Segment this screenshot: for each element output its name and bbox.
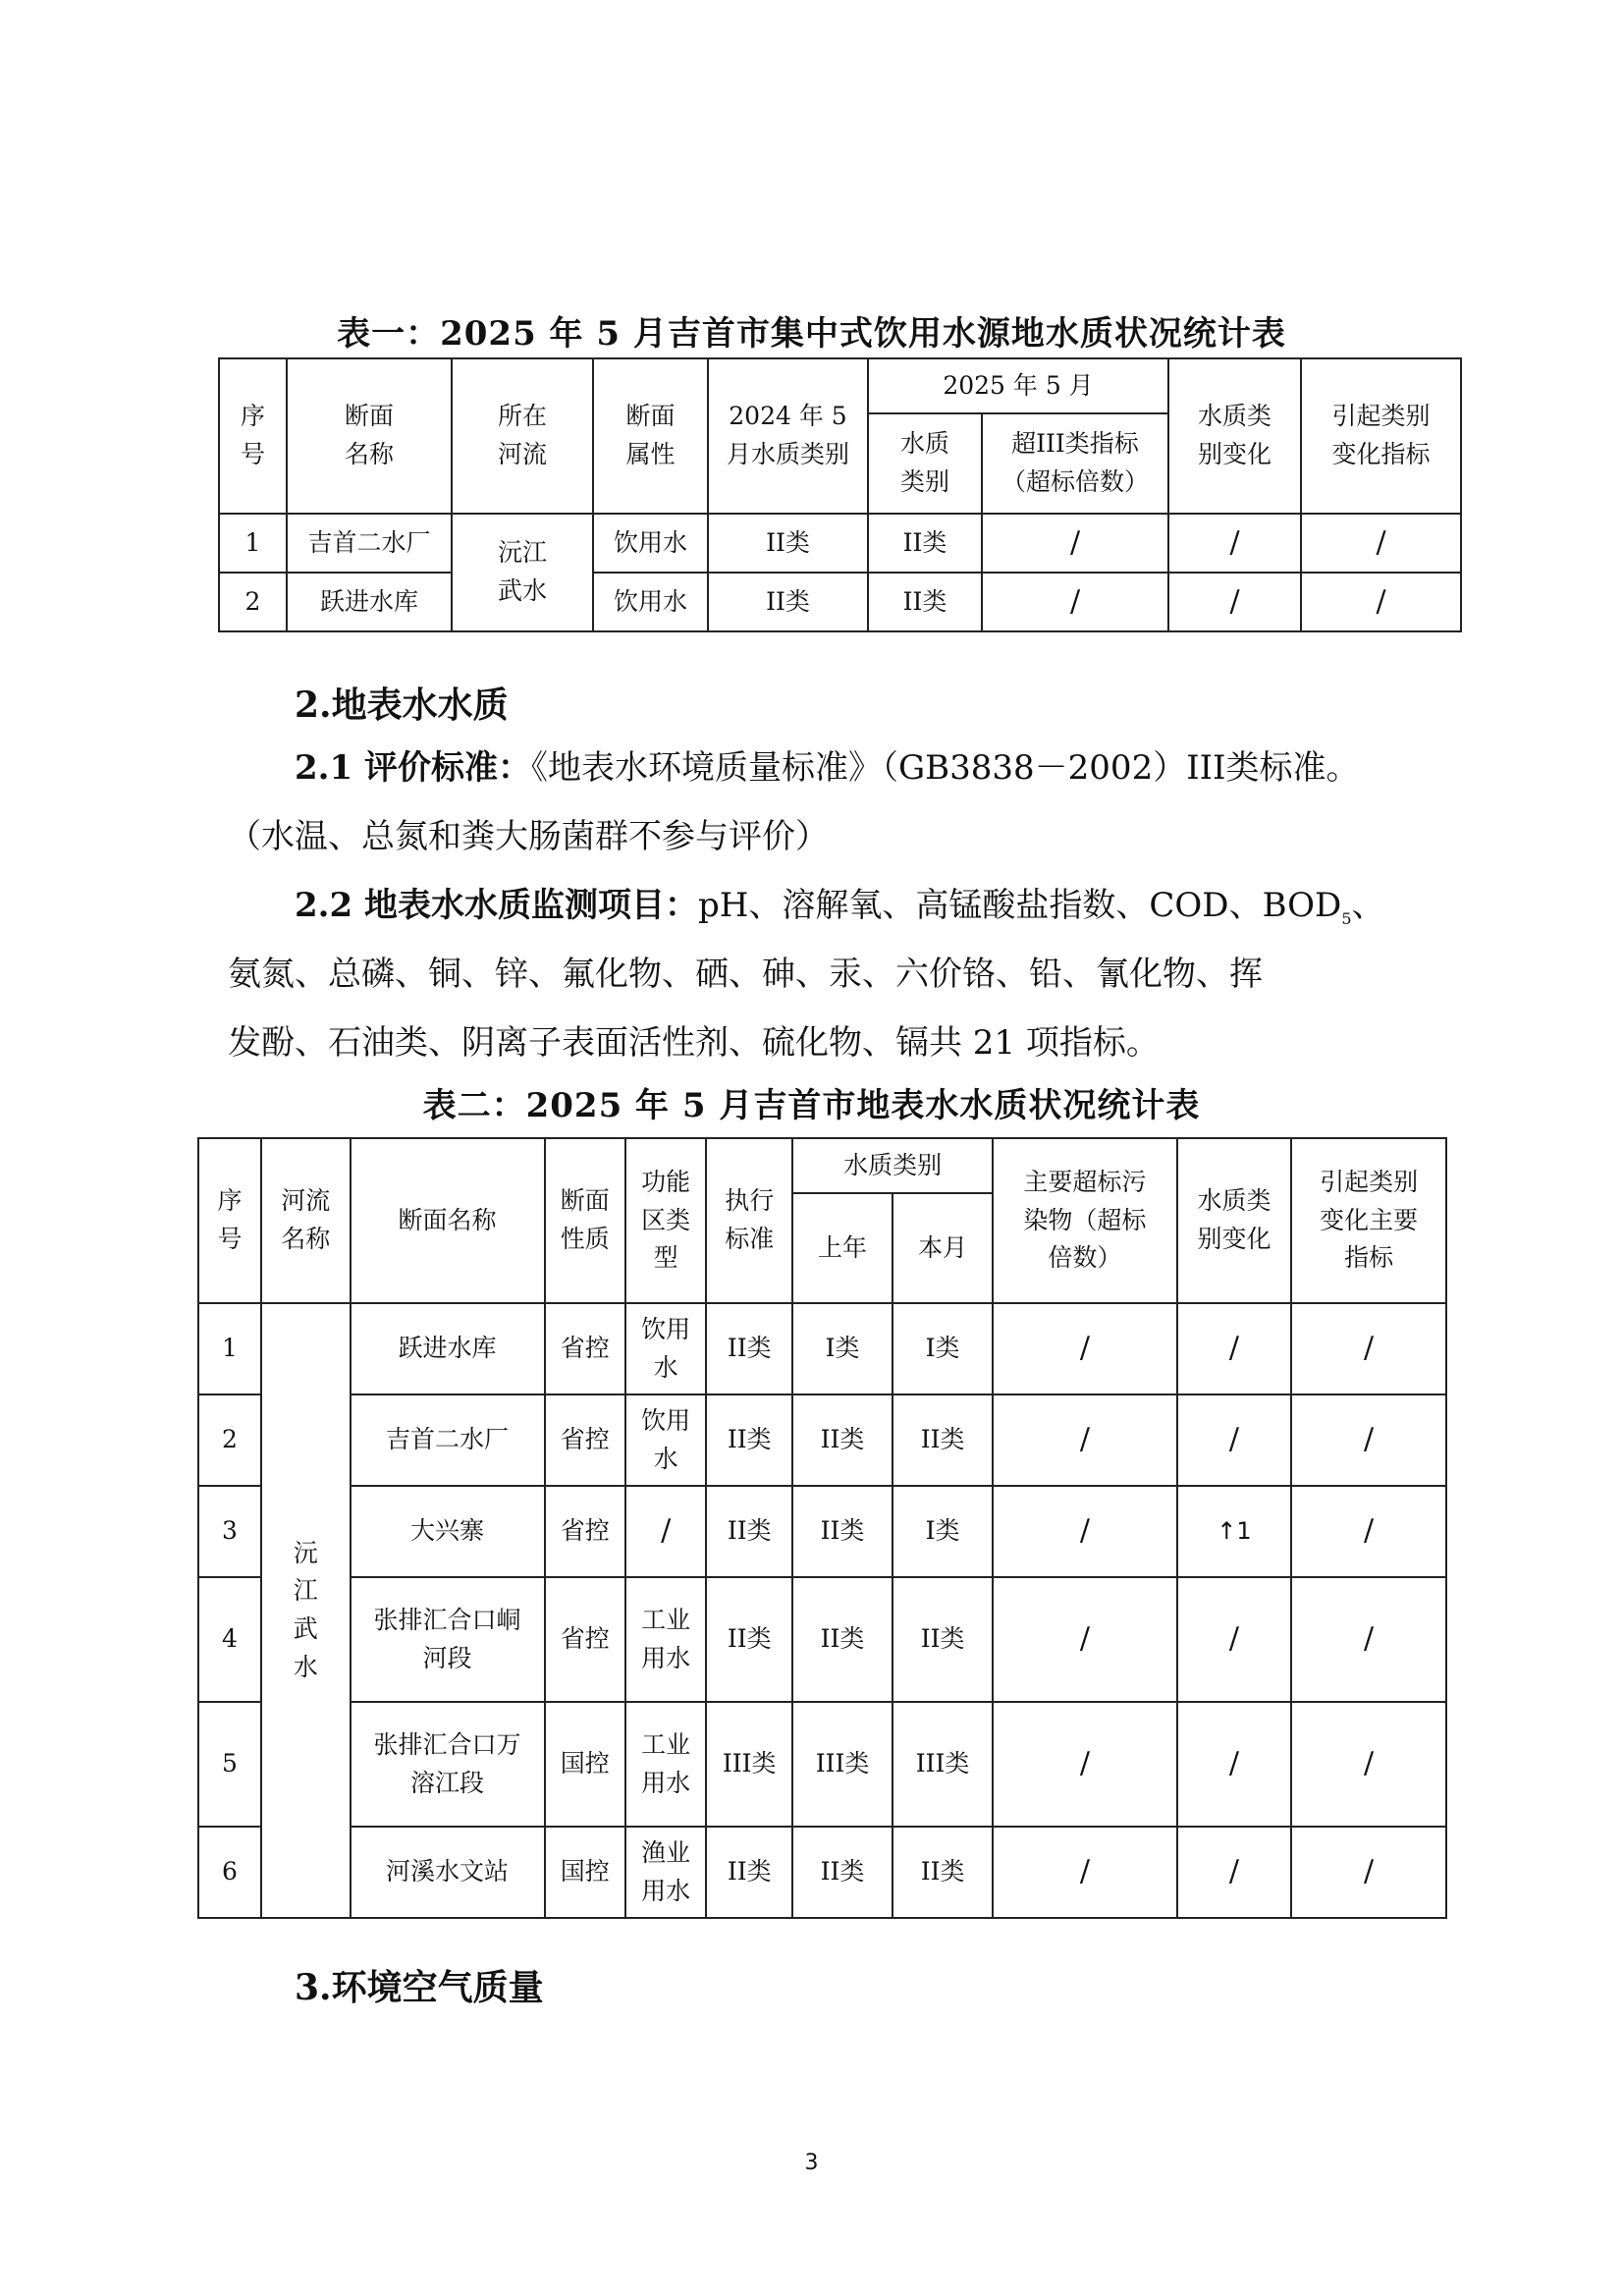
t2-name: 河溪水文站 [351,1827,545,1918]
page-number: 3 [804,2151,819,2175]
t2-seq: 5 [198,1702,261,1827]
t1-prev: II类 [708,514,868,573]
t2-cause: / [1291,1702,1446,1827]
t2-change: ↑1 [1177,1486,1291,1577]
t2-seq: 6 [198,1827,261,1918]
t2-last: II类 [792,1577,893,1702]
t2-cause: / [1291,1394,1446,1486]
t2-change: / [1177,1394,1291,1486]
t1-name: 跃进水库 [287,573,452,631]
t2-nature: 国控 [545,1702,625,1827]
table-row [198,1486,1446,1577]
t1-prev: II类 [708,573,868,631]
t1-cause: / [1301,514,1461,573]
t2-header-cls-group: 水质类别 [792,1138,993,1193]
t2-func: 工业用水 [625,1577,706,1702]
t2-header-cause: 引起类别变化主要指标 [1291,1138,1446,1303]
t2-pollut: / [993,1702,1177,1827]
t1-name: 吉首二水厂 [287,514,452,573]
para-2-2-line2: 氨氮、总磷、铜、锌、氟化物、硒、砷、汞、六价铬、铅、氰化物、挥 [228,955,1263,994]
t2-this: II类 [893,1394,993,1486]
table-row [198,1303,1446,1394]
t1-over: / [982,514,1168,573]
t2-name: 吉首二水厂 [351,1394,545,1486]
t2-header-nature: 断面性质 [545,1138,625,1303]
t2-this: II类 [893,1827,993,1918]
t2-name: 张排汇合口万溶江段 [351,1702,545,1827]
para-2-2-line1: pH、溶解氧、高锰酸盐指数、COD、BOD [698,886,1342,925]
t2-header-std: 执行标准 [706,1138,792,1303]
t2-last: II类 [792,1394,893,1486]
t1-river-merged: 沅江武水 [452,514,593,631]
para-2-1-text: 《地表水环境质量标准》（GB3838－2002）III类标准。 [531,748,1360,788]
table2 [197,1137,1447,1919]
t1-header-cause: 引起类别变化指标 [1301,358,1461,514]
t2-header-last: 上年 [792,1193,893,1303]
t1-header-name: 断面名称 [287,358,452,514]
t2-cause: / [1291,1486,1446,1577]
t2-std: II类 [706,1303,792,1394]
para-2-1 [295,744,1360,792]
para-2-1-note: （水温、总氮和粪大肠菌群不参与评价） [228,817,829,856]
t2-pollut: / [993,1827,1177,1918]
t2-change: / [1177,1702,1291,1827]
t2-header-name: 断面名称 [351,1138,545,1303]
t2-nature: 省控 [545,1303,625,1394]
t1-header-prev: 2024 年 5 月水质类别 [708,358,868,514]
t2-cause: / [1291,1577,1446,1702]
t2-name: 大兴寨 [351,1486,545,1577]
t2-cause: / [1291,1303,1446,1394]
t2-this: III类 [893,1702,993,1827]
t2-std: II类 [706,1577,792,1702]
t2-std: II类 [706,1486,792,1577]
t2-change: / [1177,1303,1291,1394]
t2-name: 跃进水库 [351,1303,545,1394]
t2-last: III类 [792,1702,893,1827]
t2-header-func: 功能区类型 [625,1138,706,1303]
para-2-2-label: 2.2 地表水水质监测项目： [295,886,698,925]
t1-header-cur-group: 2025 年 5 月 [868,358,1168,413]
t2-this: II类 [893,1577,993,1702]
table-row [198,1702,1446,1827]
table1 [218,357,1462,632]
table-row [198,1577,1446,1702]
t2-std: II类 [706,1827,792,1918]
t2-pollut: / [993,1303,1177,1394]
t2-header-change: 水质类别变化 [1177,1138,1291,1303]
t1-header-change: 水质类别变化 [1168,358,1301,514]
t1-seq: 2 [219,573,287,631]
t2-seq: 2 [198,1394,261,1486]
t1-attr: 饮用水 [593,573,708,631]
t1-header-seq: 序号 [219,358,287,514]
t2-pollut: / [993,1577,1177,1702]
t2-change: / [1177,1827,1291,1918]
t2-pollut: / [993,1486,1177,1577]
t1-cause: / [1301,573,1461,631]
t2-header-seq: 序号 [198,1138,261,1303]
t2-change: / [1177,1577,1291,1702]
t2-func: / [625,1486,706,1577]
t2-this: I类 [893,1486,993,1577]
t1-change: / [1168,514,1301,573]
t2-nature: 国控 [545,1827,625,1918]
para-2-2-sub: 5 [1341,908,1352,928]
t2-last: II类 [792,1827,893,1918]
t2-this: I类 [893,1303,993,1394]
t1-attr: 饮用水 [593,514,708,573]
section2-heading: 2.地表水水质 [295,684,509,726]
section3-heading: 3.环境空气质量 [295,1967,544,2008]
t2-river-merged: 沅江武水 [261,1303,351,1918]
t1-header-river: 所在河流 [452,358,593,514]
t1-header-over: 超III类指标（超标倍数） [982,413,1168,514]
t1-cur: II类 [868,573,982,631]
t2-seq: 3 [198,1486,261,1577]
table-row [198,1394,1446,1486]
t2-std: II类 [706,1394,792,1486]
t1-change: / [1168,573,1301,631]
table1-title: 表一：2025 年 5 月吉首市集中式饮用水源地水质状况统计表 [337,314,1286,354]
para-2-2 [295,882,1385,943]
para-2-1-label: 2.1 评价标准： [295,748,531,788]
t1-seq: 1 [219,514,287,573]
t2-func: 工业用水 [625,1702,706,1827]
t2-cause: / [1291,1827,1446,1918]
t2-func: 渔业用水 [625,1827,706,1918]
para-2-2-line1-end: 、 [1351,886,1385,925]
t2-header-river: 河流名称 [261,1138,351,1303]
t2-func: 饮用水 [625,1394,706,1486]
t2-header-pollut: 主要超标污染物（超标倍数） [993,1138,1177,1303]
para-2-2-line3: 发酚、石油类、阴离子表面活性剂、硫化物、镉共 21 项指标。 [228,1023,1160,1063]
table-row [219,514,1461,573]
t2-nature: 省控 [545,1577,625,1702]
table2-title: 表二：2025 年 5 月吉首市地表水水质状况统计表 [422,1086,1201,1125]
table-row [198,1827,1446,1918]
t2-header-this: 本月 [893,1193,993,1303]
t1-header-attr: 断面属性 [593,358,708,514]
t2-nature: 省控 [545,1486,625,1577]
t2-nature: 省控 [545,1394,625,1486]
t2-seq: 1 [198,1303,261,1394]
t1-cur: II类 [868,514,982,573]
t2-last: II类 [792,1486,893,1577]
t1-over: / [982,573,1168,631]
t2-func: 饮用水 [625,1303,706,1394]
t2-seq: 4 [198,1577,261,1702]
t2-last: I类 [792,1303,893,1394]
t2-pollut: / [993,1394,1177,1486]
t1-header-cur-class: 水质类别 [868,413,982,514]
t2-name: 张排汇合口峒河段 [351,1577,545,1702]
table-row [219,573,1461,631]
t2-std: III类 [706,1702,792,1827]
